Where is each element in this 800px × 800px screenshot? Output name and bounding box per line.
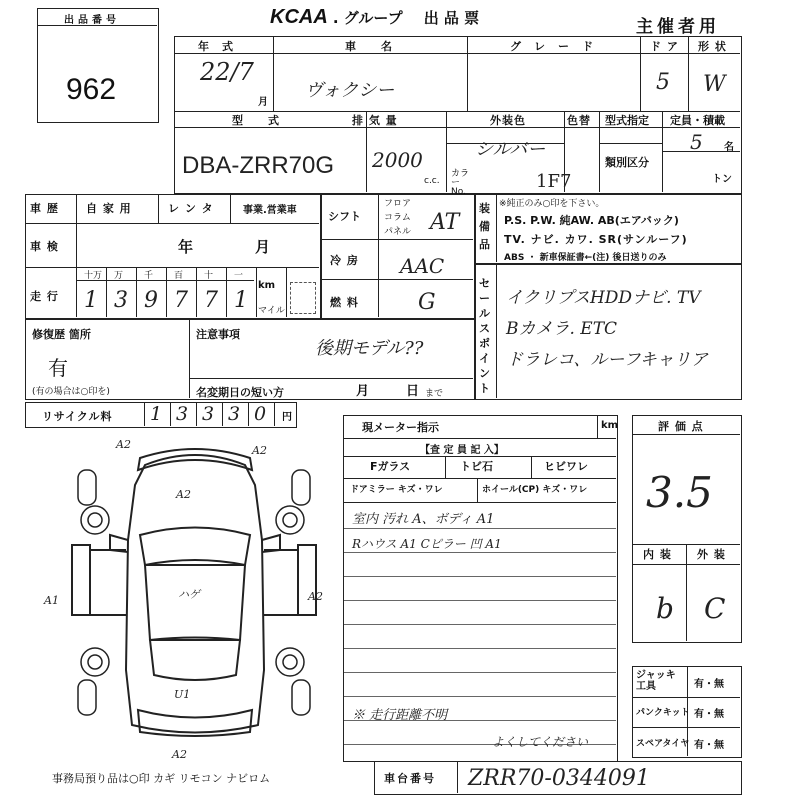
odometer-digit: 1 bbox=[234, 288, 248, 313]
odometer-place-label: 十万 bbox=[84, 271, 103, 281]
color-value: シルバー bbox=[475, 139, 546, 160]
note-rule bbox=[344, 528, 616, 529]
header bbox=[270, 6, 479, 29]
odometer-place-label: 千 bbox=[144, 271, 154, 281]
sheet-title: 出 品 票 bbox=[423, 9, 480, 27]
equipment-label: 装備品 bbox=[479, 202, 490, 251]
history-opt-rental: レ ン タ bbox=[168, 202, 214, 215]
inspection-month: 月 bbox=[255, 238, 272, 256]
year-unit: 月 bbox=[258, 97, 268, 108]
repaint-label: 色替 bbox=[567, 114, 591, 127]
brand-logo: KCAA bbox=[270, 6, 328, 28]
fuel-value: G bbox=[418, 290, 436, 315]
history-label: 車 歴 bbox=[30, 202, 59, 215]
class-label: 類別区分 bbox=[605, 156, 649, 169]
odometer-digit: 7 bbox=[174, 288, 188, 313]
year-value: 22/7 bbox=[200, 58, 254, 86]
odometer-place-label: 一 bbox=[234, 271, 244, 281]
inspector-header: 【査 定 員 記 入】 bbox=[420, 445, 504, 456]
sales-line-1: イクリプスHDDナビ. TV bbox=[506, 288, 701, 308]
damage-mark-front-right: A2 bbox=[252, 444, 267, 457]
model-label: 型 式 bbox=[232, 114, 280, 127]
note-rule bbox=[344, 672, 616, 673]
mile-unit: マイル bbox=[258, 306, 285, 316]
recycle-digit: 0 bbox=[254, 403, 267, 425]
equipment-line-1: P.S. P.W. 純AW. AB(エアバック) bbox=[504, 214, 679, 227]
office-note: 事務局預り品は○印 カギ リモコン ナビロム bbox=[52, 772, 271, 785]
note-rule bbox=[344, 552, 616, 553]
sales-line-2: Bカメラ. ETC bbox=[506, 319, 618, 339]
odometer-digit: 9 bbox=[144, 288, 158, 313]
interior-label: 内 装 bbox=[643, 548, 672, 561]
shift-opt-floor: フロア bbox=[384, 199, 412, 209]
stone-label: トビ石 bbox=[460, 460, 493, 473]
jack-value: 有・無 bbox=[694, 679, 724, 690]
damage-mark-hood: A2 bbox=[176, 488, 191, 501]
name-label: 車 名 bbox=[345, 40, 393, 53]
inspector-note-2: Rハウス A1 Cピラー 凹 A1 bbox=[352, 537, 502, 551]
mile-checkbox bbox=[290, 282, 316, 314]
grade-label: グ レ ー ド bbox=[510, 40, 594, 53]
puncture-label: パンクキット bbox=[636, 708, 690, 718]
cc-value: 2000 bbox=[372, 148, 423, 172]
score-label: 評 価 点 bbox=[658, 420, 704, 433]
damage-mark-rear-bumper: A2 bbox=[172, 748, 187, 761]
recycle-digit: 1 bbox=[150, 403, 163, 425]
recycle-label: リサイクル料 bbox=[42, 410, 113, 423]
colorno-label: カラー No. bbox=[451, 169, 470, 197]
exterior-value: C bbox=[704, 592, 726, 625]
repair-value: 有 bbox=[48, 356, 68, 380]
exterior-label: 外 装 bbox=[697, 548, 726, 561]
shift-opt-panel: パネル bbox=[384, 227, 412, 237]
host-label: 主催者用 bbox=[636, 17, 720, 37]
mileage-label: 走 行 bbox=[30, 290, 59, 303]
year-label: 年 式 bbox=[198, 40, 234, 53]
glass-label: Fガラス bbox=[370, 460, 411, 473]
group-text: . グループ bbox=[332, 9, 403, 27]
score-value: 3.5 bbox=[646, 468, 713, 517]
color-label: 外装色 bbox=[490, 114, 526, 127]
mirror-label: ドアミラー キズ・ワレ bbox=[350, 485, 443, 495]
cc-label: 排 気 量 bbox=[352, 114, 398, 127]
capacity-label: 定員・積載 bbox=[670, 114, 725, 127]
damage-mark-roof: ハゲ bbox=[178, 588, 200, 601]
chassis-label: 車台番号 bbox=[384, 772, 436, 785]
odometer-place-label: 十 bbox=[204, 271, 214, 281]
shift-label: シフト bbox=[328, 210, 361, 223]
repair-note: (有の場合は○印を) bbox=[32, 387, 110, 397]
spare-label: スペアタイヤ bbox=[636, 739, 690, 749]
caution-label: 注意事項 bbox=[196, 328, 240, 341]
odometer-digit: 7 bbox=[204, 288, 218, 313]
jack-label: ジャッキ工具 bbox=[636, 670, 676, 692]
shift-opt-column: コラム bbox=[384, 213, 411, 223]
inspector-note-8: ※ 走行距離不明 bbox=[352, 708, 448, 723]
capacity-value: 5 bbox=[690, 130, 703, 154]
caution-value: 後期モデル?? bbox=[315, 338, 424, 359]
spare-value: 有・無 bbox=[694, 740, 724, 751]
meter-unit: km bbox=[601, 420, 619, 431]
note-rule bbox=[344, 576, 616, 577]
recycle-digit: 3 bbox=[202, 403, 215, 425]
chassis-value: ZRR70-0344091 bbox=[468, 766, 650, 791]
note-rule bbox=[344, 696, 616, 697]
name-value: ヴォクシー bbox=[305, 80, 395, 101]
fuel-label: 燃 料 bbox=[330, 296, 359, 309]
recycle-digit: 3 bbox=[228, 403, 241, 425]
puncture-value: 有・無 bbox=[694, 709, 724, 720]
odometer-place-label: 万 bbox=[114, 271, 124, 281]
history-opt-business: 事業.営業車 bbox=[243, 205, 297, 216]
capacity-unit: 名 bbox=[724, 142, 734, 153]
inspection-label: 車 検 bbox=[30, 240, 59, 253]
lot-number-label: 出品番号 bbox=[64, 15, 120, 26]
colorno-value: 1F7 bbox=[536, 171, 572, 192]
recycle-digit: 3 bbox=[176, 403, 189, 425]
history-opt-private: 自 家 用 bbox=[86, 202, 132, 215]
odometer-digit: 1 bbox=[84, 288, 98, 313]
inspector-note-1: 室内 汚れ A、ボディ A1 bbox=[352, 512, 495, 527]
shape-label: 形 状 bbox=[698, 40, 727, 53]
deadline-suffix: まで bbox=[425, 389, 444, 399]
cc-unit: c.c. bbox=[424, 176, 440, 186]
repair-label: 修復歴 箇所 bbox=[32, 328, 91, 341]
recycle-unit: 円 bbox=[282, 412, 292, 423]
lot-number-box bbox=[37, 8, 159, 123]
damage-mark-front: A2 bbox=[116, 440, 131, 451]
wheel-label: ホイール(CP) キズ・ワレ bbox=[482, 485, 588, 495]
door-value: 5 bbox=[656, 70, 670, 95]
km-unit: km bbox=[258, 280, 276, 291]
score-box bbox=[632, 415, 742, 643]
damage-mark-left: A1 bbox=[44, 594, 59, 607]
sales-point-label: セールスポイント bbox=[479, 277, 490, 395]
sales-line-3: ドラレコ、ルーフキャリア bbox=[506, 350, 708, 370]
model-value: DBA-ZRR70G bbox=[182, 152, 335, 179]
ac-value: AAC bbox=[400, 254, 445, 278]
damage-mark-right: A2 bbox=[308, 590, 323, 603]
equipment-line-2: TV. ナビ. カワ. SR(サンルーフ) bbox=[504, 233, 688, 246]
deadline-month: 月 bbox=[356, 384, 371, 399]
note-rule bbox=[344, 624, 616, 625]
door-label: ド ア bbox=[650, 40, 679, 53]
load-unit: トン bbox=[712, 174, 732, 185]
shift-value: AT bbox=[430, 210, 460, 235]
note-rule bbox=[344, 648, 616, 649]
interior-value: b bbox=[656, 592, 674, 625]
deadline-day: 日 bbox=[406, 384, 421, 399]
deadline-label: 名変期日の短い方 bbox=[196, 386, 284, 399]
odometer-place-label: 百 bbox=[174, 271, 184, 281]
ac-label: 冷 房 bbox=[330, 254, 359, 267]
inspection-year: 年 bbox=[178, 238, 195, 256]
crack-label: ヒビワレ bbox=[544, 460, 588, 473]
shape-value: W bbox=[703, 72, 726, 97]
type-designation-label: 型式指定 bbox=[605, 114, 649, 127]
damage-mark-rear: U1 bbox=[174, 688, 191, 701]
note-rule bbox=[344, 600, 616, 601]
lot-number-value: 962 bbox=[66, 73, 117, 106]
inspector-note-9: よくしてください bbox=[492, 735, 589, 749]
car-diagram bbox=[40, 440, 340, 770]
equipment-note: ※純正のみ○印を下さい。 bbox=[499, 199, 605, 209]
odometer-digit: 3 bbox=[114, 288, 128, 313]
meter-label: 現メーター指示 bbox=[362, 421, 439, 434]
equipment-line-3: ABS ・ 新車保証書←(注) 後日送りのみ bbox=[504, 253, 667, 263]
